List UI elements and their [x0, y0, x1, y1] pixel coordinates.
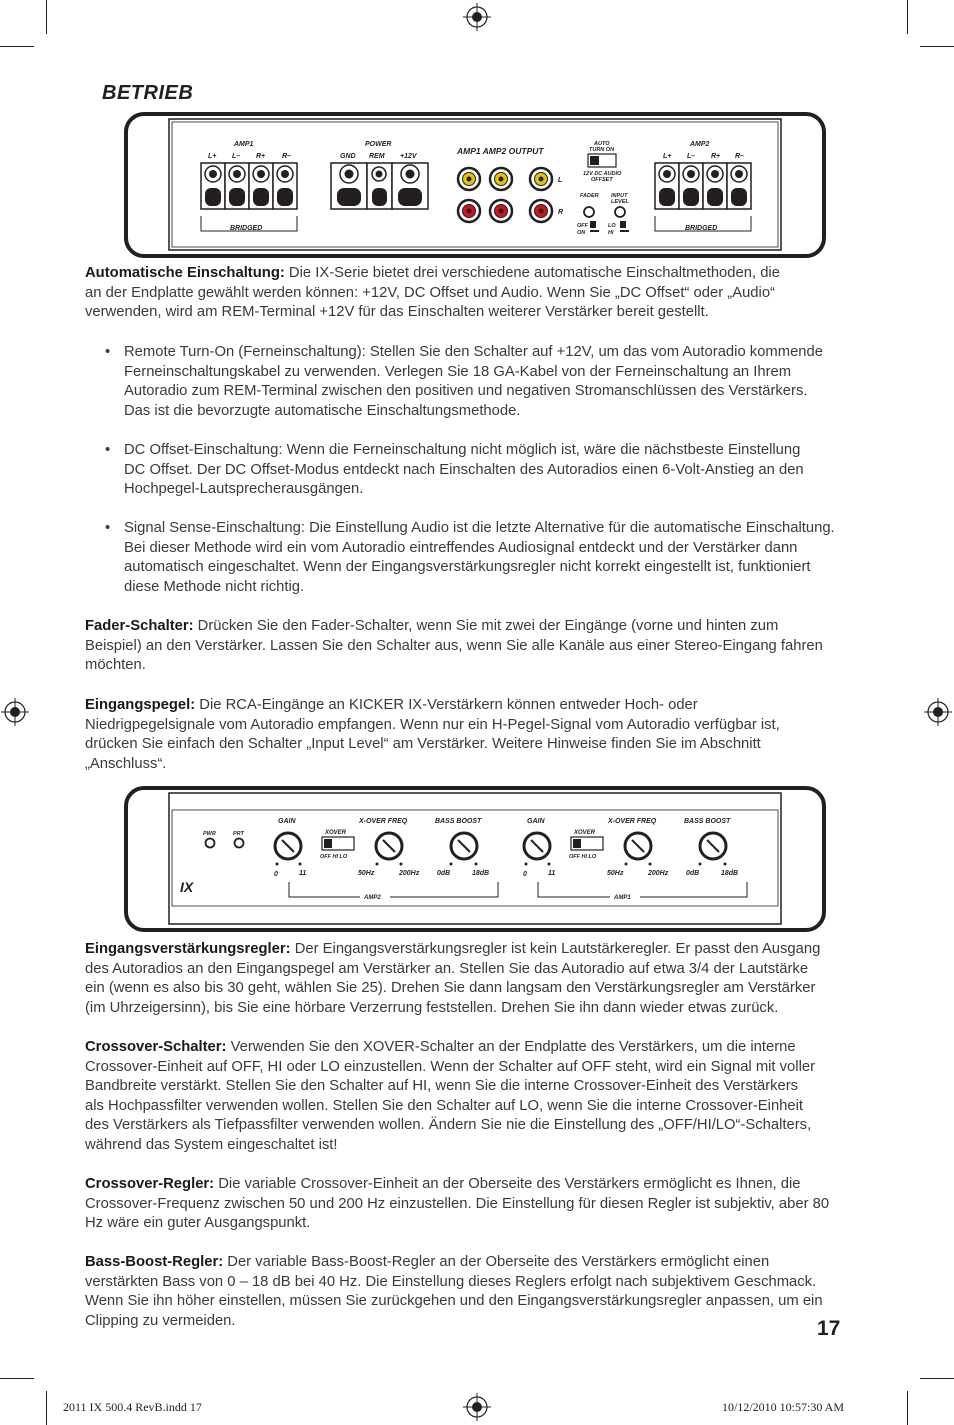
input-level-label: LEVEL	[611, 199, 629, 205]
paragraph-line: Verwenden Sie den XOVER-Schalter an der Endplatte des Verstärkers, um die interne	[230, 1039, 796, 1055]
paragraph-heading: Eingangsverstärkungsregler:	[85, 941, 291, 957]
power-label: POWER	[365, 141, 392, 148]
prt-led	[235, 839, 244, 848]
gain-label: GAIN	[527, 818, 545, 825]
crop-mark	[920, 46, 954, 47]
bullet-line: Autoradio zum REM-Terminal zwischen den positiven und negativen Stromanschlüssen des Verstärkers.	[124, 383, 808, 400]
xover-options: OFF HI LO	[320, 854, 348, 860]
paragraph-heading: Crossover-Schalter:	[85, 1039, 227, 1055]
bridged-label: BRIDGED	[230, 225, 263, 232]
crop-mark	[907, 0, 908, 34]
ix-logo: IX	[180, 879, 194, 895]
paragraph-line: Niedrigpegelsignale vom Autoradio empfangen. Wenn nur ein H-Pegel-Signal vom Autoradio verfügbar ist,	[85, 716, 780, 733]
bullet-line: diese Methode nicht richtig.	[124, 578, 305, 595]
paragraph-line: möchten.	[85, 657, 146, 674]
gain-max-label: 11	[548, 870, 556, 877]
bullet-line: Signal Sense-Einschaltung: Die Einstellung Audio ist die letzte Alternative für die automatische Einschaltung.	[124, 520, 835, 536]
registration-mark-icon	[924, 698, 952, 726]
paragraph-line: Die IX-Serie bietet drei verschiedene automatische Einschaltmethoden, die	[288, 265, 780, 281]
terminal-label: L–	[232, 153, 241, 160]
freq-min-label: 50Hz	[358, 870, 375, 877]
paragraph-line: Drücken Sie den Fader-Schalter, wenn Sie mit zwei der Eingänge (vorne und hinten zum	[197, 618, 779, 634]
xover-freq-label: X-OVER FREQ	[608, 818, 657, 825]
paragraph-line: an der Endplatte gewählt werden können: +12V, DC Offset und Audio. Wenn Sie „DC Offset“ oder „Audio“	[85, 284, 775, 301]
amp1-speaker-terminals	[201, 163, 297, 209]
paragraph-line: Bandbreite verstärkt. Stellen Sie den Schalter auf HI, wenn Sie die interne Crossover-Einheit des Verstärkers	[85, 1078, 799, 1095]
crop-mark	[0, 1378, 34, 1379]
paragraph-line: Die RCA-Eingänge an KICKER IX-Verstärkern können entweder Hoch- oder	[199, 697, 698, 713]
terminal-label: R–	[282, 153, 291, 160]
bullet-line: DC Offset-Einschaltung: Wenn die Ferneinschaltung nicht möglich ist, wäre die nächstbeste Einstellung	[124, 442, 801, 458]
gain-max-label: 11	[299, 870, 307, 877]
bass-boost-label: BASS BOOST	[435, 818, 482, 825]
footer-filename: 2011 IX 500.4 RevB.indd 17	[63, 1400, 202, 1414]
auto-turn-on-label: TURN ON	[589, 147, 615, 153]
page-number: 17	[817, 1317, 841, 1340]
bullet-item	[105, 441, 875, 500]
paragraph-heading: Crossover-Regler:	[85, 1176, 215, 1192]
page-title: BETRIEB	[102, 82, 194, 104]
bullet-line: Remote Turn-On (Ferneinschaltung): Stellen Sie den Schalter auf +12V, um das vom Autoradio kommende	[124, 344, 823, 360]
paragraph-crossover-control	[85, 1175, 875, 1234]
terminal-label: REM	[369, 153, 385, 160]
terminal-label: L+	[208, 153, 217, 160]
crop-mark	[46, 0, 47, 34]
auto-turn-on-label: AUTO	[594, 141, 610, 147]
paragraph-line: Crossover-Einheit auf OFF, HI oder LO einzustellen. Wenn der Schalter auf OFF steht, wird ein Signal mit voller	[85, 1058, 816, 1075]
terminal-label: L+	[663, 153, 672, 160]
registration-mark-icon	[1, 698, 29, 726]
paragraph-line: Hz wäre ein guter Ausgangspunkt.	[85, 1215, 311, 1232]
crop-mark	[920, 1378, 954, 1379]
paragraph-line: als Hochpassfilter verwenden wollen. Stellen Sie den Schalter auf LO, wenn Sie die interne Crossover-Einheit	[85, 1097, 804, 1114]
gain-min-label: 0	[523, 871, 527, 878]
amp-end-panel-diagram	[124, 112, 826, 258]
terminal-label: L–	[687, 153, 696, 160]
paragraph-crossover-switch	[85, 1038, 875, 1156]
freq-max-label: 200Hz	[399, 870, 420, 877]
amp1-section-label: AMP1	[614, 895, 631, 901]
xover-label: XOVER	[325, 830, 347, 836]
output-l-label: L	[558, 177, 563, 184]
amp2-speaker-terminals	[655, 163, 751, 209]
registration-mark-icon	[463, 1393, 491, 1421]
input-level-label: INPUT	[611, 193, 628, 199]
paragraph-gain	[85, 940, 875, 1018]
footer-timestamp: 10/12/2010 10:57:30 AM	[722, 1400, 845, 1414]
fader-button	[584, 207, 594, 217]
paragraph-heading: Fader-Schalter:	[85, 618, 194, 634]
bullet-line: automatisch eingeschaltet. Wenn der Eingangsverstärkungsregler nicht korrekt eingestellt ist, funktioniert	[124, 559, 811, 576]
xover-label: XOVER	[574, 830, 596, 836]
bullet-item	[105, 519, 875, 597]
amp2-label: AMP2	[690, 141, 710, 148]
paragraph-heading: Automatische Einschaltung:	[85, 265, 285, 281]
bullet-dot: •	[105, 520, 111, 536]
crop-mark	[907, 1391, 908, 1425]
paragraph-line: Crossover-Frequenz zwischen 50 und 200 Hz einzustellen. Die Einstellung für diesen Regler ist subjektiv, aber 80	[85, 1195, 830, 1212]
terminal-label: R+	[711, 153, 721, 160]
power-terminals	[331, 163, 428, 209]
switch-knob	[590, 156, 599, 165]
offset-label: OFFSET	[591, 177, 613, 183]
turn-on-options: 12V DC AUDIO	[583, 171, 622, 177]
paragraph-line: verstärkten Bass von 0 – 18 dB bei 40 Hz. Die Einstellung dieses Reglers erfolgt nach subjektivem Geschmack.	[85, 1273, 817, 1290]
paragraph-heading: Bass-Boost-Regler:	[85, 1254, 224, 1270]
paragraph-heading: Eingangspegel:	[85, 697, 196, 713]
bass-max-label: 18dB	[472, 870, 490, 877]
terminal-label: R–	[735, 153, 744, 160]
paragraph-line: Clipping zu vermeiden.	[85, 1312, 236, 1329]
amp2-section-label: AMP2	[364, 895, 381, 901]
off-label: OFF	[577, 223, 588, 229]
paragraph-line: des Autoradios an den Eingangspegel am Verstärker an. Stellen Sie das Autoradio auf etwa 3/4 der Lautstärke	[85, 960, 809, 977]
paragraph-line: Der variable Bass-Boost-Regler an der Oberseite des Verstärkers ermöglicht einen	[227, 1254, 770, 1270]
terminal-label: +12V	[400, 153, 417, 160]
bullet-item	[105, 343, 875, 421]
paragraph-line: Der Eingangsverstärkungsregler ist kein Lautstärkeregler. Er passt den Ausgang	[294, 941, 821, 957]
bass-min-label: 0dB	[437, 870, 451, 877]
hi-label: HI	[608, 230, 614, 236]
prt-label: PRT	[233, 831, 244, 837]
bullet-line: Ferneinschaltungskabel zu verwenden. Verlegen Sie 18 GA-Kabel von der Ferneinschaltung an Ihrem	[124, 363, 792, 380]
gain-min-label: 0	[274, 871, 278, 878]
crop-mark	[46, 1391, 47, 1425]
bullet-dot: •	[105, 442, 111, 458]
bullet-line: Bei dieser Methode wird ein vom Autoradio eintreffendes Audiosignal entdeckt und der Verstärker dann	[124, 539, 798, 556]
gain-label: GAIN	[278, 818, 296, 825]
paragraph-input-level	[85, 696, 875, 774]
amp-control-panel-diagram	[124, 786, 826, 932]
pwr-led	[206, 839, 215, 848]
paragraph-line: ein (wenn es also bis 30 geht, wählen Sie 25). Drehen Sie dann langsam den Verstärkungsregler am Verstärker	[85, 980, 816, 997]
paragraph-line: während das System eingeschaltet ist!	[85, 1136, 338, 1153]
input-level-button	[615, 207, 625, 217]
xover-freq-label: X-OVER FREQ	[359, 818, 408, 825]
paragraph-fader	[85, 617, 875, 676]
on-label: ON	[577, 230, 586, 236]
paragraph-line: verwenden, wird am REM-Terminal +12V für das Einschalten weiterer Verstärker bereit gestellt.	[85, 304, 709, 321]
bullet-line: Hochpegel-Lautsprecherausgängen.	[124, 481, 364, 498]
bridged-label: BRIDGED	[685, 225, 718, 232]
paragraph-line: „Anschluss“.	[85, 755, 167, 772]
crop-mark	[0, 46, 34, 47]
bullet-line: DC Offset. Der DC Offset-Modus entdeckt nach Einschalten des Autoradios einen 6-Volt-Anstieg an den	[124, 461, 804, 478]
paragraph-line: des Verstärkers als Tiefpassfilter verwenden wollen. Ändern Sie nie die Einstellung des „OFF/HI/LO“-Schalters,	[85, 1117, 812, 1134]
paragraph-line: drücken Sie einfach den Schalter „Input Level“ am Verstärker. Weitere Hinweise finden Sie im Abschnitt	[85, 736, 761, 753]
registration-mark-icon	[463, 3, 491, 31]
paragraph-line: Die variable Crossover-Einheit an der Oberseite des Verstärkers ermöglicht es Ihnen, die	[218, 1176, 801, 1192]
output-label: AMP1 AMP2 OUTPUT	[457, 146, 544, 156]
paragraph-auto-turn-on	[85, 264, 875, 323]
bass-max-label: 18dB	[721, 870, 739, 877]
paragraph-line: Wenn Sie ihn höher einstellen, müssen Sie zurückgehen und den Eingangsverstärkungsregler anpassen, um ein	[85, 1293, 823, 1310]
terminal-label: GND	[340, 153, 356, 160]
lo-label: LO	[608, 223, 616, 229]
fader-label: FADER	[580, 193, 599, 199]
bass-min-label: 0dB	[686, 870, 700, 877]
amp1-label: AMP1	[234, 141, 254, 148]
terminal-label: R+	[256, 153, 266, 160]
bullet-dot: •	[105, 344, 111, 360]
freq-max-label: 200Hz	[648, 870, 669, 877]
output-r-label: R	[558, 209, 564, 216]
pwr-label: PWR	[203, 831, 216, 837]
paragraph-line: Beispiel) an den Verstärker. Lassen Sie den Schalter aus, wenn Sie alle Kanäle aus einer Stereo-Eingang fahren	[85, 637, 823, 654]
bass-boost-label: BASS BOOST	[684, 818, 731, 825]
freq-min-label: 50Hz	[607, 870, 624, 877]
xover-options: OFF HI LO	[569, 854, 597, 860]
bullet-line: Das ist die bevorzugte automatische Einschaltungsmethode.	[124, 402, 521, 419]
paragraph-line: (im Uhrzeigersinn), bis Sie eine hörbare Verzerrung feststellen. Drehen Sie ihn dann wieder etwas zurück.	[85, 999, 779, 1016]
paragraph-bass-boost	[85, 1253, 875, 1331]
